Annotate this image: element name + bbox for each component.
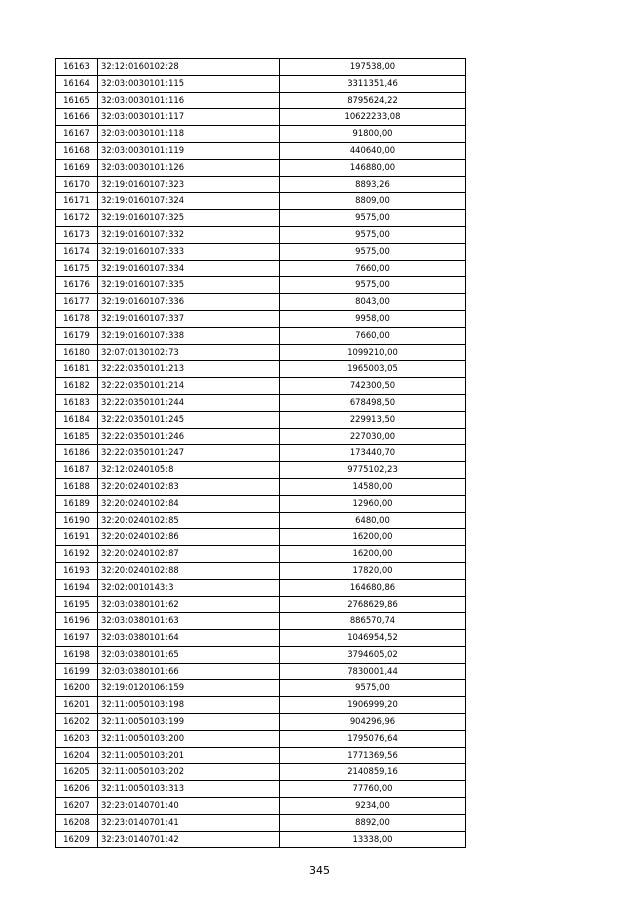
value-cell: 12960,00	[280, 495, 466, 512]
value-cell: 14580,00	[280, 478, 466, 495]
row-number-cell: 16175	[56, 260, 98, 277]
row-number-cell: 16170	[56, 176, 98, 193]
value-cell: 16200,00	[280, 529, 466, 546]
table-row	[56, 764, 466, 781]
cadastral-number-cell: 32:19:0160107:325	[98, 210, 280, 227]
cadastral-number-cell: 32:22:0350101:247	[98, 445, 280, 462]
table-row	[56, 445, 466, 462]
table-row	[56, 109, 466, 126]
value-cell: 9575,00	[280, 277, 466, 294]
row-number-cell: 16163	[56, 59, 98, 76]
cadastral-number-cell: 32:03:0030101:115	[98, 75, 280, 92]
row-number-cell: 16169	[56, 159, 98, 176]
value-cell: 7830001,44	[280, 663, 466, 680]
table-row	[56, 646, 466, 663]
cadastral-number-cell: 32:11:0050103:202	[98, 764, 280, 781]
row-number-cell: 16168	[56, 142, 98, 159]
cadastral-number-cell: 32:11:0050103:199	[98, 714, 280, 731]
table-row	[56, 361, 466, 378]
value-cell: 8043,00	[280, 294, 466, 311]
value-cell: 9775102,23	[280, 462, 466, 479]
cadastral-number-cell: 32:19:0160107:337	[98, 310, 280, 327]
cadastral-number-cell: 32:11:0050103:313	[98, 781, 280, 798]
cadastral-number-cell: 32:22:0350101:245	[98, 411, 280, 428]
table-row	[56, 59, 466, 76]
table-row	[56, 798, 466, 815]
value-cell: 173440,70	[280, 445, 466, 462]
cadastral-number-cell: 32:03:0380101:63	[98, 613, 280, 630]
row-number-cell: 16189	[56, 495, 98, 512]
table-row	[56, 495, 466, 512]
value-cell: 1046954,52	[280, 630, 466, 647]
value-cell: 8795624,22	[280, 92, 466, 109]
cadastral-number-cell: 32:19:0160107:335	[98, 277, 280, 294]
table-row	[56, 613, 466, 630]
cadastral-number-cell: 32:03:0030101:126	[98, 159, 280, 176]
cadastral-number-cell: 32:22:0350101:246	[98, 428, 280, 445]
table-row	[56, 344, 466, 361]
cadastral-number-cell: 32:19:0160107:334	[98, 260, 280, 277]
cadastral-number-cell: 32:19:0160107:324	[98, 193, 280, 210]
value-cell: 164680,86	[280, 579, 466, 596]
row-number-cell: 16192	[56, 546, 98, 563]
cadastral-number-cell: 32:03:0380101:65	[98, 646, 280, 663]
value-cell: 8892,00	[280, 814, 466, 831]
table-row	[56, 92, 466, 109]
cadastral-number-cell: 32:22:0350101:213	[98, 361, 280, 378]
value-cell: 7660,00	[280, 327, 466, 344]
cadastral-number-cell: 32:20:0240102:83	[98, 478, 280, 495]
row-number-cell: 16195	[56, 596, 98, 613]
value-cell: 8809,00	[280, 193, 466, 210]
value-cell: 9958,00	[280, 310, 466, 327]
cadastral-number-cell: 32:03:0380101:64	[98, 630, 280, 647]
cadastral-number-cell: 32:20:0240102:88	[98, 562, 280, 579]
value-cell: 904296,96	[280, 714, 466, 731]
table-row	[56, 428, 466, 445]
table-row	[56, 260, 466, 277]
cadastral-number-cell: 32:19:0120106:159	[98, 680, 280, 697]
table-row	[56, 663, 466, 680]
cadastral-number-cell: 32:12:0160102:28	[98, 59, 280, 76]
value-cell: 9575,00	[280, 226, 466, 243]
value-cell: 6480,00	[280, 512, 466, 529]
cadastral-number-cell: 32:19:0160107:336	[98, 294, 280, 311]
cadastral-number-cell: 32:03:0380101:66	[98, 663, 280, 680]
value-cell: 1795076,64	[280, 730, 466, 747]
value-cell: 440640,00	[280, 142, 466, 159]
value-cell: 77760,00	[280, 781, 466, 798]
value-cell: 9234,00	[280, 798, 466, 815]
table-row	[56, 596, 466, 613]
cadastral-number-cell: 32:03:0030101:116	[98, 92, 280, 109]
table-row	[56, 529, 466, 546]
row-number-cell: 16171	[56, 193, 98, 210]
row-number-cell: 16185	[56, 428, 98, 445]
row-number-cell: 16204	[56, 747, 98, 764]
row-number-cell: 16208	[56, 814, 98, 831]
cadastral-number-cell: 32:19:0160107:338	[98, 327, 280, 344]
table-row	[56, 193, 466, 210]
row-number-cell: 16200	[56, 680, 98, 697]
value-cell: 742300,50	[280, 378, 466, 395]
row-number-cell: 16179	[56, 327, 98, 344]
table-row	[56, 680, 466, 697]
row-number-cell: 16206	[56, 781, 98, 798]
cadastral-value-table	[55, 58, 466, 848]
cadastral-number-cell: 32:03:0380101:62	[98, 596, 280, 613]
value-cell: 3794605,02	[280, 646, 466, 663]
row-number-cell: 16172	[56, 210, 98, 227]
cadastral-number-cell: 32:11:0050103:201	[98, 747, 280, 764]
row-number-cell: 16166	[56, 109, 98, 126]
cadastral-number-cell: 32:20:0240102:85	[98, 512, 280, 529]
value-cell: 10622233,08	[280, 109, 466, 126]
row-number-cell: 16201	[56, 697, 98, 714]
cadastral-number-cell: 32:02:0010143:3	[98, 579, 280, 596]
cadastral-number-cell: 32:19:0160107:333	[98, 243, 280, 260]
row-number-cell: 16194	[56, 579, 98, 596]
table-row	[56, 394, 466, 411]
row-number-cell: 16167	[56, 126, 98, 143]
table-row	[56, 512, 466, 529]
table-row	[56, 294, 466, 311]
table-row	[56, 747, 466, 764]
table-row	[56, 327, 466, 344]
page-number: 345	[309, 864, 330, 877]
value-cell: 229913,50	[280, 411, 466, 428]
table-row	[56, 176, 466, 193]
table-row	[56, 546, 466, 563]
row-number-cell: 16183	[56, 394, 98, 411]
row-number-cell: 16196	[56, 613, 98, 630]
row-number-cell: 16177	[56, 294, 98, 311]
cadastral-number-cell: 32:19:0160107:323	[98, 176, 280, 193]
table-row	[56, 697, 466, 714]
value-cell: 678498,50	[280, 394, 466, 411]
cadastral-number-cell: 32:23:0140701:41	[98, 814, 280, 831]
table-row	[56, 210, 466, 227]
table-row	[56, 831, 466, 848]
cadastral-number-cell: 32:20:0240102:86	[98, 529, 280, 546]
row-number-cell: 16197	[56, 630, 98, 647]
table-row	[56, 159, 466, 176]
table-row	[56, 562, 466, 579]
cadastral-number-cell: 32:11:0050103:198	[98, 697, 280, 714]
row-number-cell: 16164	[56, 75, 98, 92]
cadastral-number-cell: 32:12:0240105:8	[98, 462, 280, 479]
table-row	[56, 142, 466, 159]
row-number-cell: 16190	[56, 512, 98, 529]
row-number-cell: 16182	[56, 378, 98, 395]
row-number-cell: 16205	[56, 764, 98, 781]
row-number-cell: 16188	[56, 478, 98, 495]
table-row	[56, 630, 466, 647]
row-number-cell: 16209	[56, 831, 98, 848]
cadastral-number-cell: 32:22:0350101:214	[98, 378, 280, 395]
cadastral-number-cell: 32:03:0030101:118	[98, 126, 280, 143]
value-cell: 16200,00	[280, 546, 466, 563]
cadastral-number-cell: 32:19:0160107:332	[98, 226, 280, 243]
row-number-cell: 16203	[56, 730, 98, 747]
table-row	[56, 462, 466, 479]
cadastral-number-cell: 32:22:0350101:244	[98, 394, 280, 411]
table-row	[56, 411, 466, 428]
table-row	[56, 243, 466, 260]
value-cell: 1099210,00	[280, 344, 466, 361]
table-row	[56, 714, 466, 731]
value-cell: 1906999,20	[280, 697, 466, 714]
table-row	[56, 75, 466, 92]
table-row	[56, 226, 466, 243]
table-row	[56, 277, 466, 294]
row-number-cell: 16191	[56, 529, 98, 546]
value-cell: 886570,74	[280, 613, 466, 630]
value-cell: 9575,00	[280, 680, 466, 697]
row-number-cell: 16186	[56, 445, 98, 462]
table-body	[56, 59, 466, 848]
row-number-cell: 16187	[56, 462, 98, 479]
row-number-cell: 16165	[56, 92, 98, 109]
value-cell: 9575,00	[280, 210, 466, 227]
cadastral-number-cell: 32:11:0050103:200	[98, 730, 280, 747]
table-row	[56, 781, 466, 798]
value-cell: 7660,00	[280, 260, 466, 277]
row-number-cell: 16173	[56, 226, 98, 243]
value-cell: 1771369,56	[280, 747, 466, 764]
row-number-cell: 16176	[56, 277, 98, 294]
value-cell: 8893,26	[280, 176, 466, 193]
cadastral-number-cell: 32:03:0030101:117	[98, 109, 280, 126]
row-number-cell: 16174	[56, 243, 98, 260]
row-number-cell: 16178	[56, 310, 98, 327]
table-row	[56, 378, 466, 395]
cadastral-number-cell: 32:20:0240102:87	[98, 546, 280, 563]
cadastral-number-cell: 32:03:0030101:119	[98, 142, 280, 159]
value-cell: 146880,00	[280, 159, 466, 176]
row-number-cell: 16184	[56, 411, 98, 428]
value-cell: 17820,00	[280, 562, 466, 579]
table-row	[56, 478, 466, 495]
value-cell: 197538,00	[280, 59, 466, 76]
value-cell: 2140859,16	[280, 764, 466, 781]
table-row	[56, 310, 466, 327]
row-number-cell: 16193	[56, 562, 98, 579]
row-number-cell: 16199	[56, 663, 98, 680]
value-cell: 9575,00	[280, 243, 466, 260]
row-number-cell: 16198	[56, 646, 98, 663]
row-number-cell: 16202	[56, 714, 98, 731]
table-row	[56, 730, 466, 747]
value-cell: 1965003,05	[280, 361, 466, 378]
table-row	[56, 814, 466, 831]
value-cell: 227030,00	[280, 428, 466, 445]
cadastral-number-cell: 32:23:0140701:42	[98, 831, 280, 848]
cadastral-number-cell: 32:20:0240102:84	[98, 495, 280, 512]
value-cell: 2768629,86	[280, 596, 466, 613]
cadastral-number-cell: 32:23:0140701:40	[98, 798, 280, 815]
value-cell: 91800,00	[280, 126, 466, 143]
row-number-cell: 16207	[56, 798, 98, 815]
value-cell: 13338,00	[280, 831, 466, 848]
row-number-cell: 16180	[56, 344, 98, 361]
cadastral-number-cell: 32:07:0130102:73	[98, 344, 280, 361]
table-row	[56, 126, 466, 143]
value-cell: 3311351,46	[280, 75, 466, 92]
row-number-cell: 16181	[56, 361, 98, 378]
table-row	[56, 579, 466, 596]
